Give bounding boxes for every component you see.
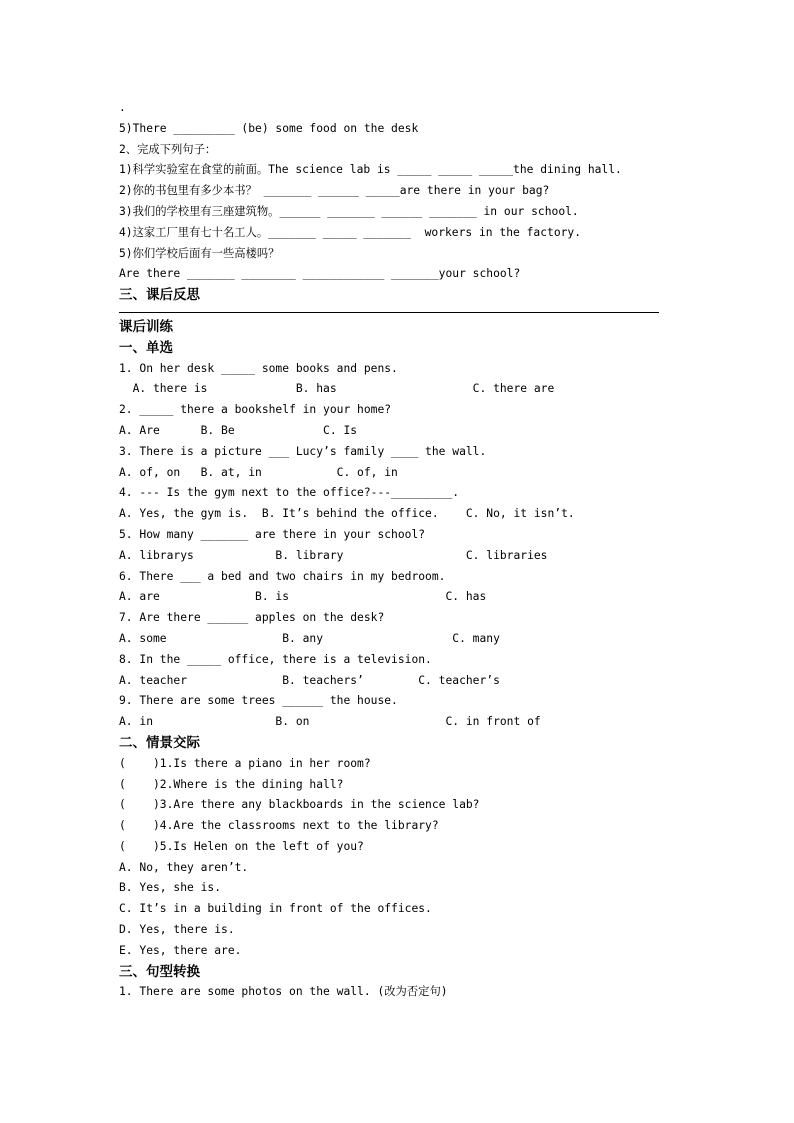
options-line: A. teacher B. teachers’ C. teacher’s: [119, 673, 500, 687]
dialogue-question: ( )2.Where is the dining hall?: [119, 777, 344, 791]
question-line: 2. _____ there a bookshelf in your home?: [119, 403, 392, 417]
single-choice-list: [119, 359, 679, 733]
top-mark: .: [119, 101, 126, 114]
question-line: 5. How many _______ are there in your school?: [119, 527, 426, 541]
options-line: A. Yes, the gym is. B. It’s behind the office. C. No, it isn’t.: [119, 507, 575, 521]
fill-in-q5: 5)There _________ (be) some food on the desk: [119, 121, 419, 135]
dialogue-answer: E. Yes, there are.: [119, 943, 242, 957]
complete-sentence-1: 1)科学实验室在食堂的前面。The science lab is _____ _____ _____the dining hall.: [119, 163, 622, 177]
complete-sentence-5-answer: Are there _______ ________ ____________ _______your school?: [119, 267, 521, 281]
transform-title: 三、句型转换: [119, 963, 200, 980]
complete-sentence-4: 4)这家工厂里有七十名工人。_______ _____ _______ workers in the factory.: [119, 225, 582, 239]
dialogue-answer: C. It’s in a building in front of the offices.: [119, 902, 432, 916]
dialogue-question: ( )4.Are the classrooms next to the library?: [119, 819, 439, 833]
options-line: A. some B. any C. many: [119, 631, 500, 645]
complete-sentence-3: 3)我们的学校里有三座建筑物。______ _______ ______ _______ in our school.: [119, 204, 579, 218]
options-line: A. Are B. Be C. Is: [119, 423, 358, 437]
complete-sentence-2: 2)你的书包里有多少本书？ _______ ______ _____are there in your bag?: [119, 184, 550, 198]
question-line: 7. Are there ______ apples on the desk?: [119, 611, 385, 625]
dialogue-title: 二、情景交际: [119, 734, 200, 751]
complete-sentence-5-prompt: 5)你们学校后面有一些高楼吗？: [119, 246, 280, 260]
question-line: 1. On her desk _____ some books and pens.: [119, 361, 398, 375]
dialogue-answer: B. Yes, she is.: [119, 881, 222, 895]
question-line: 8. In the _____ office, there is a television.: [119, 652, 432, 666]
dialogue-list: [119, 754, 679, 962]
question-line: 6. There ___ a bed and two chairs in my bedroom.: [119, 569, 446, 583]
reflection-title: 三、课后反思: [119, 287, 200, 304]
section-complete-sentences-title: 2、完成下列句子：: [119, 142, 217, 156]
dialogue-question: ( )1.Is there a piano in her room?: [119, 756, 371, 770]
reflection-rule: [119, 312, 659, 313]
options-line: A. are B. is C. has: [119, 590, 487, 604]
question-line: 3. There is a picture ___ Lucy’s family ____ the wall.: [119, 444, 487, 458]
transform-question: 1. There are some photos on the wall. (改为否定句): [119, 985, 448, 999]
document-page: [119, 98, 679, 1003]
question-line: 9. There are some trees ______ the house.: [119, 694, 398, 708]
dialogue-question: ( )3.Are there any blackboards in the science lab?: [119, 798, 480, 812]
question-line: 4. --- Is the gym next to the office?---_________.: [119, 486, 460, 500]
options-line: A. in B. on C. in front of: [119, 715, 541, 729]
practice-title: 课后训练: [119, 318, 173, 335]
single-choice-title: 一、单选: [119, 339, 173, 356]
dialogue-answer: D. Yes, there is.: [119, 923, 235, 937]
options-line: A. librarys B. library C. libraries: [119, 548, 548, 562]
options-line: A. there is B. has C. there are: [119, 382, 555, 396]
options-line: A. of, on B. at, in C. of, in: [119, 465, 398, 479]
dialogue-question: ( )5.Is Helen on the left of you?: [119, 839, 364, 853]
dialogue-answer: A. No, they aren’t.: [119, 860, 249, 874]
